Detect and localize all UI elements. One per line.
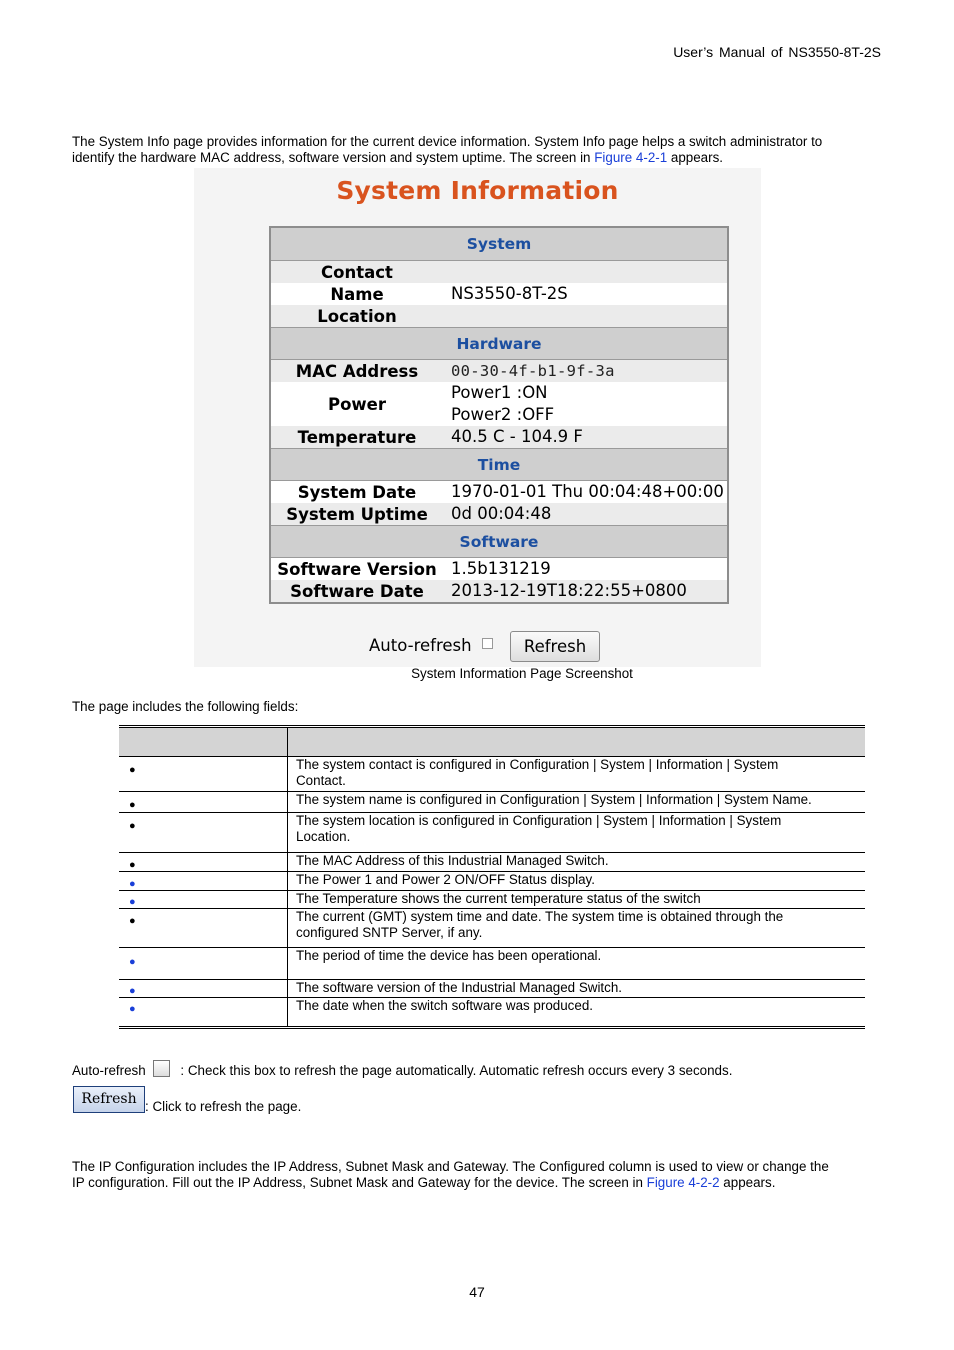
table-row — [119, 980, 865, 998]
section-system: System — [271, 228, 727, 261]
section-time: Time — [271, 448, 727, 481]
temperature-value: 40.5 C - 104.9 F — [451, 427, 583, 446]
table-row — [119, 948, 865, 980]
row-description-cont: Contact. — [296, 773, 346, 788]
system-uptime-value: 0d 00:04:48 — [451, 504, 552, 523]
name-label: Name — [330, 284, 384, 304]
row-contact — [271, 261, 727, 283]
row-description: The system name is configured in Configuration | System | Information | System Name. — [296, 792, 812, 807]
figure-link[interactable]: Figure 4-2-1 — [594, 150, 668, 165]
auto-refresh-note-label: Auto-refresh — [72, 1063, 146, 1078]
software-date-label: Software Date — [290, 581, 424, 601]
contact-label: Contact — [321, 262, 393, 282]
row-description: The period of time the device has been operational. — [296, 948, 602, 963]
row-name — [271, 283, 727, 305]
table-row — [119, 813, 865, 853]
intro-text: identify the hardware MAC address, software version and system uptime. The screen in — [72, 150, 595, 165]
table-row — [119, 872, 865, 891]
bullet-icon: ● — [129, 1003, 136, 1015]
bullet-icon: ● — [129, 878, 136, 890]
row-system-uptime — [271, 503, 727, 525]
intro-line-2 — [72, 150, 884, 166]
row-mac — [271, 360, 727, 382]
system-uptime-label: System Uptime — [286, 504, 428, 524]
bullet-icon: ● — [129, 915, 136, 927]
ip-config-paragraph — [72, 1159, 884, 1191]
intro-line-1: The System Info page provides information for the current device information. System Info page helps a switch administrator to — [72, 134, 823, 149]
software-version-value: 1.5b131219 — [451, 559, 551, 578]
bullet-icon: ● — [129, 956, 136, 968]
bullet-icon: ● — [129, 859, 136, 871]
refresh-note-text: : Click to refresh the page. — [145, 1099, 302, 1114]
power2-status: Power2 :OFF — [451, 405, 555, 424]
table-row — [119, 998, 865, 1026]
checkbox-icon — [153, 1060, 170, 1077]
row-location — [271, 305, 727, 327]
refresh-button-icon: Refresh — [73, 1086, 145, 1113]
row-description-cont: configured SNTP Server, if any. — [296, 925, 483, 940]
row-system-date — [271, 481, 727, 503]
table-row — [119, 792, 865, 813]
row-power — [271, 382, 727, 426]
row-description: The Power 1 and Power 2 ON/OFF Status display. — [296, 872, 595, 887]
row-description: The system location is configured in Configuration | System | Information | System — [296, 813, 782, 828]
ip-text-end: appears. — [719, 1175, 776, 1190]
table-row — [119, 909, 865, 948]
temperature-label: Temperature — [297, 427, 417, 447]
auto-refresh-label: Auto-refresh — [369, 636, 472, 655]
page-number: 47 — [469, 1284, 485, 1300]
power-label: Power — [328, 394, 386, 414]
system-date-label: System Date — [297, 482, 417, 502]
auto-refresh-note — [72, 1060, 884, 1079]
section-hardware: Hardware — [271, 327, 727, 360]
system-info-screenshot — [194, 168, 761, 667]
table-row — [119, 757, 865, 792]
row-software-date — [271, 580, 727, 602]
software-version-label: Software Version — [277, 559, 437, 579]
row-description: The system contact is configured in Configuration | System | Information | System — [296, 757, 779, 772]
header-object-cell — [119, 728, 288, 756]
bullet-icon: ● — [129, 799, 136, 811]
row-description: The current (GMT) system time and date. The system time is obtained through the — [296, 909, 784, 924]
row-description: The date when the switch software was produced. — [296, 998, 593, 1013]
ip-text: IP configuration. Fill out the IP Address, Subnet Mask and Gateway for the device. The screen in — [72, 1175, 647, 1190]
bullet-icon: ● — [129, 985, 136, 997]
intro-text-end: appears. — [667, 150, 724, 165]
auto-refresh-note-text: : Check this box to refresh the page automatically. Automatic refresh occurs every 3 seconds. — [176, 1063, 733, 1078]
auto-refresh-control — [369, 636, 493, 655]
bullet-icon: ● — [129, 820, 136, 832]
row-description-cont: Location. — [296, 829, 351, 844]
fields-table-header — [119, 728, 865, 757]
power-value — [443, 382, 727, 426]
figure-caption: System Information Page Screenshot — [411, 666, 633, 681]
mac-label: MAC Address — [295, 361, 419, 381]
system-info-table — [269, 226, 729, 604]
mac-value: 00-30-4f-b1-9f-3a — [451, 362, 615, 380]
section-software: Software — [271, 525, 727, 558]
system-date-value: 1970-01-01 Thu 00:04:48+00:00 — [451, 482, 724, 501]
row-software-version — [271, 558, 727, 580]
row-description: The Temperature shows the current temperature status of the switch — [296, 891, 701, 906]
refresh-button[interactable]: Refresh — [510, 631, 600, 662]
power1-status: Power1 :ON — [451, 383, 548, 402]
manual-header: User’s Manual of NS3550-8T-2S — [673, 44, 881, 60]
screenshot-title: System Information — [336, 176, 619, 205]
row-description: The MAC Address of this Industrial Managed Switch. — [296, 853, 609, 868]
bullet-icon: ● — [129, 896, 136, 908]
fields-table — [119, 725, 865, 1029]
table-row — [119, 853, 865, 872]
name-value: NS3550-8T-2S — [451, 284, 568, 303]
row-temperature — [271, 426, 727, 448]
row-description: The software version of the Industrial Managed Switch. — [296, 980, 623, 995]
location-label: Location — [317, 306, 397, 326]
ip-line-1: The IP Configuration includes the IP Address, Subnet Mask and Gateway. The Configured column is used to view or change the — [72, 1159, 829, 1174]
bullet-icon: ● — [129, 764, 136, 776]
fields-intro: The page includes the following fields: — [72, 699, 299, 714]
table-row — [119, 891, 865, 909]
intro-paragraph — [72, 134, 884, 166]
auto-refresh-checkbox[interactable] — [482, 638, 493, 649]
ip-line-2 — [72, 1175, 884, 1191]
figure-link[interactable]: Figure 4-2-2 — [646, 1175, 720, 1190]
software-date-value: 2013-12-19T18:22:55+0800 — [451, 581, 687, 600]
